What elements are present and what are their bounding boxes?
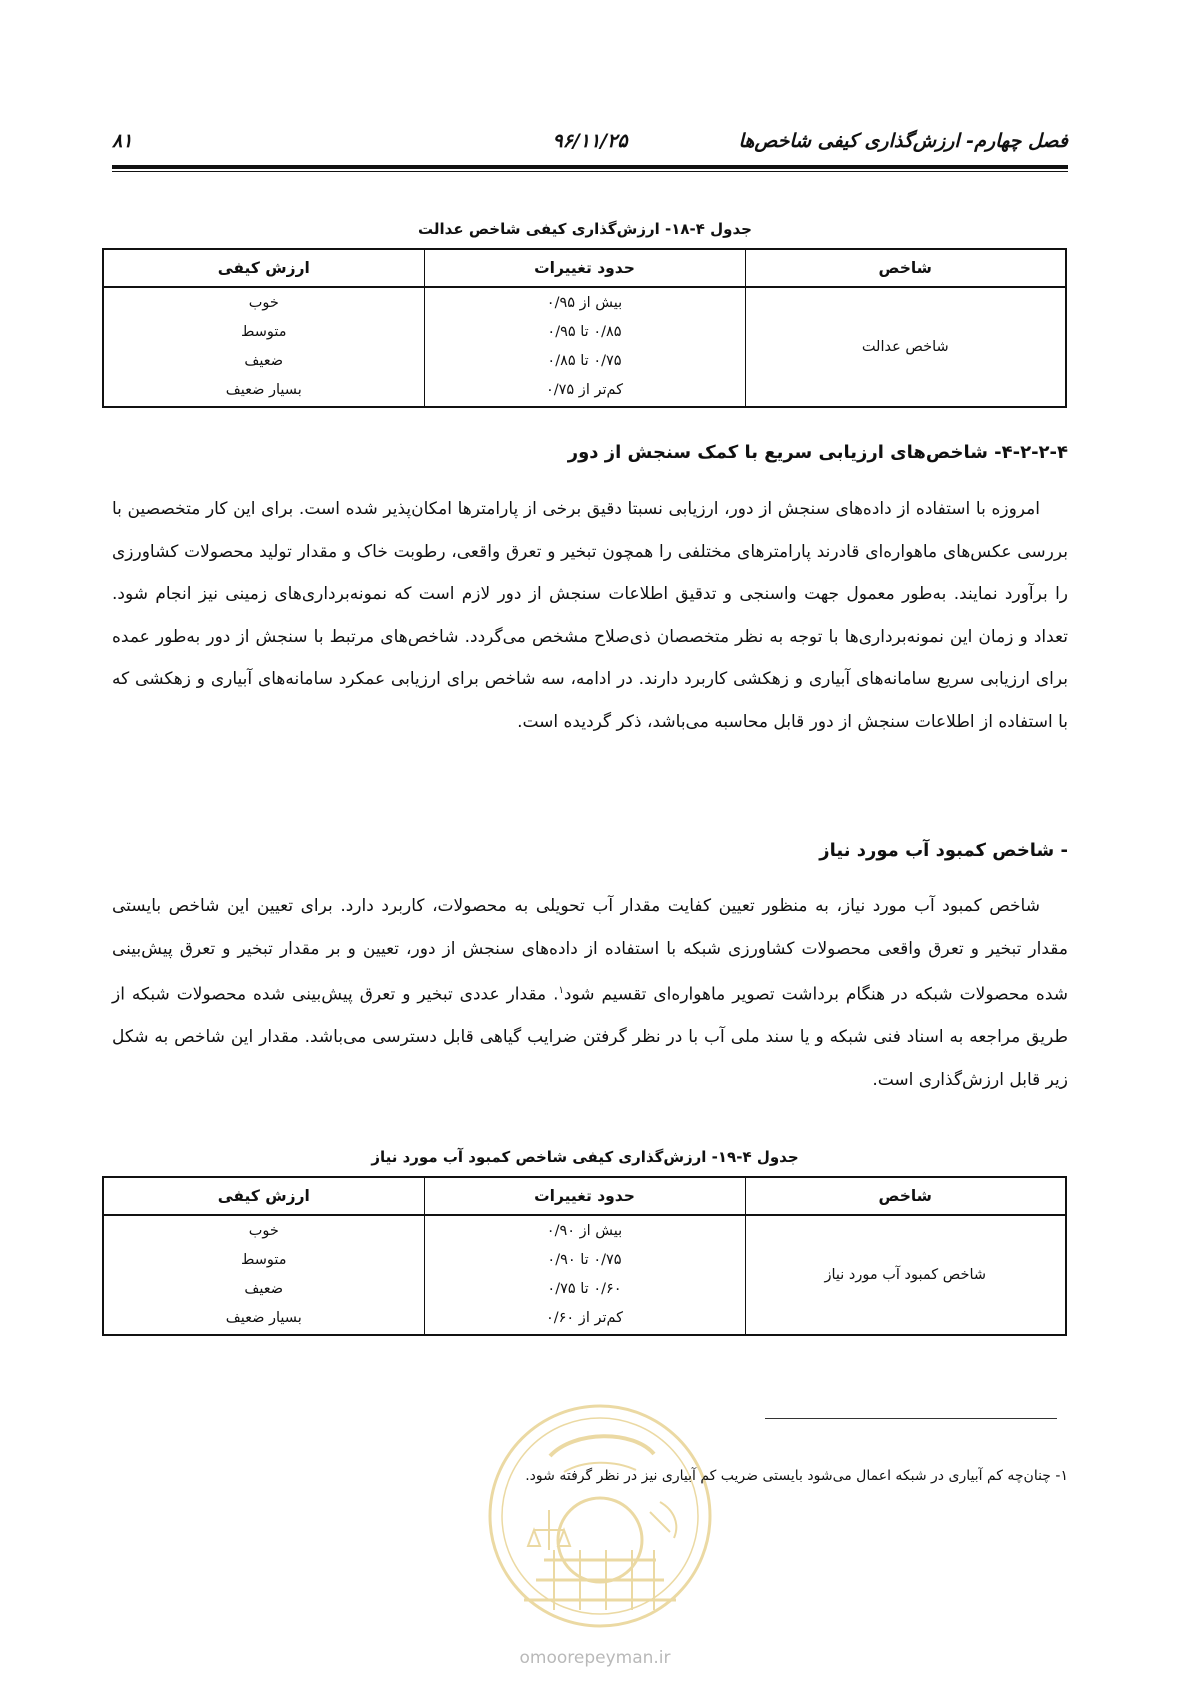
chapter-title: فصل چهارم- ارزش‌گذاری کیفی شاخص‌ها bbox=[738, 130, 1068, 152]
watermark-logo-icon bbox=[484, 1400, 716, 1632]
header-rule bbox=[112, 165, 1068, 172]
table1-range: ۰/۷۵ تا ۰/۸۵ bbox=[547, 353, 622, 369]
table1-caption: جدول ۴-۱۸- ارزش‌گذاری کیفی شاخص عدالت bbox=[418, 220, 752, 238]
header-date: ۹۶/۱۱/۲۵ bbox=[552, 130, 628, 152]
table-row bbox=[103, 287, 1066, 407]
table2-value: متوسط bbox=[240, 1252, 287, 1268]
table1-index-cell: شاخص عدالت bbox=[745, 287, 1066, 407]
table2-caption: جدول ۴-۱۹- ارزش‌گذاری کیفی شاخص کمبود آب مورد نیاز bbox=[371, 1148, 799, 1166]
subsection-paragraph-text-1: شاخص کمبود آب مورد نیاز، به منظور تعیین کفایت مقدار آب تحویلی به محصولات، کاربرد دارد. برای تعیین این شاخص بایستی مقدار تبخیر و تعرق واقعی محصولات کشاورزی شبکه با استفاده از داده‌های سنجش از دور، تعیین و بر مقدار تبخیر و تعرق پیش‌بینی شده محصولات شبکه در هنگام برداشت تصویر ماهواره‌ای تقسیم شود bbox=[112, 896, 1068, 1005]
table1-header-row bbox=[103, 249, 1066, 287]
table1 bbox=[102, 248, 1067, 408]
watermark-site: omoorepeyman.ir bbox=[519, 1648, 671, 1668]
table2-value: خوب bbox=[248, 1223, 279, 1239]
table1-range: کم‌تر از ۰/۷۵ bbox=[545, 382, 624, 398]
table2-header-row bbox=[103, 1177, 1066, 1215]
footnote-reference[interactable]: ۱ bbox=[558, 985, 564, 996]
table2-value: ضعیف bbox=[244, 1281, 284, 1297]
section-paragraph bbox=[112, 488, 1068, 743]
table2-value: بسیار ضعیف bbox=[225, 1310, 302, 1326]
table2-header-value: ارزش کیفی bbox=[103, 1177, 424, 1215]
footnote: ۱- چنان‌چه کم آبیاری در شبکه اعمال می‌شود بایستی ضریب کم آبیاری نیز در نظر گرفته شود. bbox=[525, 1468, 1068, 1484]
section-paragraph-text: امروزه با استفاده از داده‌های سنجش از دور، ارزیابی نسبتا دقیق برخی از پارامترها امکان‌پذیر شده است. برای این کار متخصصین با بررسی عکس‌های ماهواره‌ای قادرند پارامترهای مختلفی را همچون تبخیر و تعرق واقعی، رطوبت خاک و مقدار تولید محصولات کشاورزی را برآورد نمایند. به‌طور معمول جهت واسنجی و تدقیق اطلاعات سنجش از دور لازم است که نمونه‌برداری‌های زمینی نیز انجام شود. تعداد و زمان این نمونه‌برداری‌ها با توجه به نظر متخصصان ذی‌صلاح مشخص می‌گردد. شاخص‌های مرتبط با سنجش از دور به‌طور عمده برای ارزیابی سریع سامانه‌های آبیاری و زهکشی کاربرد دارند. در ادامه، سه شاخص برای ارزیابی عمکرد سامانه‌های آبیاری و زهکشی که با استفاده از اطلاعات سنجش از دور قابل محاسبه می‌باشد، ذکر گردیده است. bbox=[112, 499, 1068, 732]
footnote-rule bbox=[765, 1418, 1057, 1419]
table2-range: بیش از ۰/۹۰ bbox=[546, 1223, 623, 1239]
page-header bbox=[112, 128, 1068, 164]
table2-range: ۰/۶۰ تا ۰/۷۵ bbox=[547, 1281, 622, 1297]
table2-range: کم‌تر از ۰/۶۰ bbox=[545, 1310, 624, 1326]
subsection-paragraph bbox=[112, 885, 1068, 1101]
subsection-heading: - شاخص کمبود آب مورد نیاز bbox=[819, 840, 1068, 861]
table1-range: ۰/۸۵ تا ۰/۹۵ bbox=[547, 324, 622, 340]
table1-value-cell bbox=[103, 287, 424, 407]
table1-header-value: ارزش کیفی bbox=[103, 249, 424, 287]
table1-value: متوسط bbox=[240, 324, 287, 340]
table2-index-cell: شاخص کمبود آب مورد نیاز bbox=[745, 1215, 1066, 1335]
table1-header-range: حدود تغییرات bbox=[424, 249, 745, 287]
table2-value-cell bbox=[103, 1215, 424, 1335]
page-number: ۸۱ bbox=[112, 130, 133, 152]
table1-value: ضعیف bbox=[244, 353, 284, 369]
table1-range-cell bbox=[424, 287, 745, 407]
table2-header-index: شاخص bbox=[745, 1177, 1066, 1215]
table2-header-range: حدود تغییرات bbox=[424, 1177, 745, 1215]
table-row bbox=[103, 1215, 1066, 1335]
table2-range: ۰/۷۵ تا ۰/۹۰ bbox=[547, 1252, 622, 1268]
table1-value: بسیار ضعیف bbox=[225, 382, 302, 398]
table1-header-index: شاخص bbox=[745, 249, 1066, 287]
table2-range-cell bbox=[424, 1215, 745, 1335]
section-heading: ۴-۲-۲-۴- شاخص‌های ارزیابی سریع با کمک سنجش از دور bbox=[567, 442, 1068, 463]
table1-value: خوب bbox=[248, 295, 279, 311]
table2 bbox=[102, 1176, 1067, 1336]
subsection-paragraph-text-2: . مقدار عددی تبخیر و تعرق پیش‌بینی شده محصولات شبکه از طریق مراجعه به اسناد فنی شبکه و یا سند ملی آب با در نظر گرفتن ضرایب گیاهی قابل دسترسی می‌باشد. مقدار این شاخص به شکل زیر قابل ارزش‌گذاری است. bbox=[112, 984, 1068, 1090]
table1-range: بیش از ۰/۹۵ bbox=[546, 295, 623, 311]
